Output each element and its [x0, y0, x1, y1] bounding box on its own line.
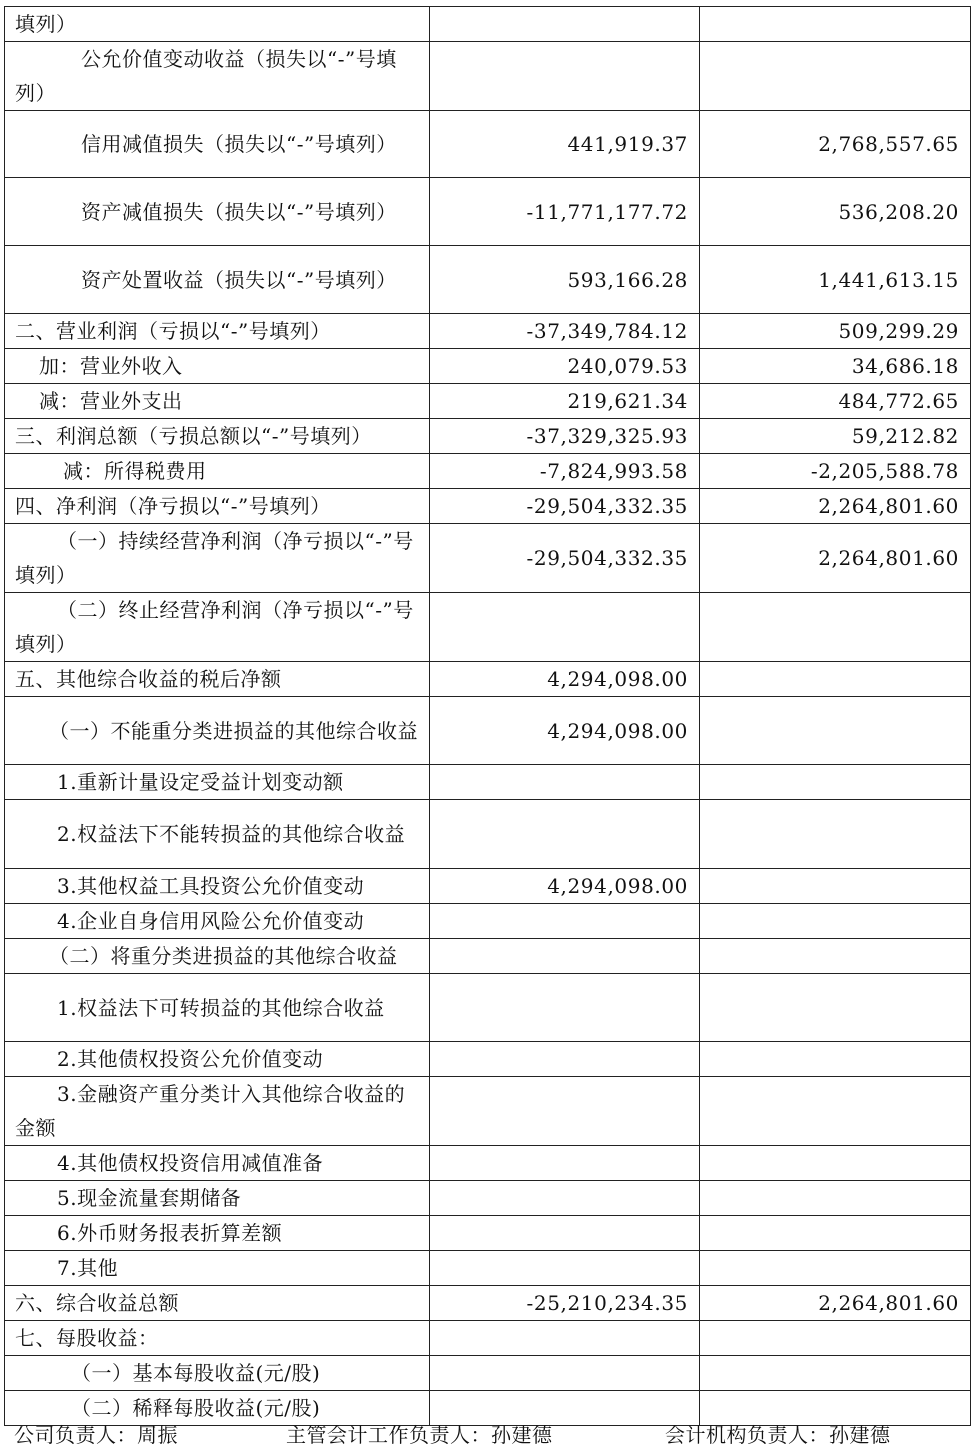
- table-row: [5, 765, 971, 800]
- prior-period-value: [700, 1181, 971, 1216]
- prior-period-value: [700, 974, 971, 1042]
- row-label: 公允价值变动收益（损失以“-”号填列）: [5, 42, 430, 111]
- prior-period-value: 2,264,801.60: [700, 1286, 971, 1321]
- row-label: 资产减值损失（损失以“-”号填列）: [5, 178, 430, 246]
- row-label: 填列）: [5, 7, 430, 42]
- row-label: （二）终止经营净利润（净亏损以“-”号填列）: [5, 593, 430, 662]
- prior-period-value: -2,205,588.78: [700, 454, 971, 489]
- row-label: 1.权益法下可转损益的其他综合收益: [5, 974, 430, 1042]
- current-period-value: [430, 593, 700, 662]
- prior-period-value: [700, 1146, 971, 1181]
- current-period-value: [430, 765, 700, 800]
- accounting-head-signature: 主管会计工作负责人：孙建德: [286, 1423, 553, 1447]
- table-row: [5, 662, 971, 697]
- current-period-value: 219,621.34: [430, 384, 700, 419]
- table-row: [5, 489, 971, 524]
- current-period-value: -7,824,993.58: [430, 454, 700, 489]
- signature-line: [0, 1418, 978, 1452]
- accounting-agency-head-signature: 会计机构负责人：孙建德: [665, 1423, 891, 1447]
- row-label: 2.权益法下不能转损益的其他综合收益: [5, 800, 430, 869]
- row-label: 六、综合收益总额: [5, 1286, 430, 1321]
- prior-period-value: [700, 800, 971, 869]
- row-label: 减：所得税费用: [5, 454, 430, 489]
- table-row: [5, 1321, 971, 1356]
- current-period-value: [430, 1181, 700, 1216]
- row-label: 资产处置收益（损失以“-”号填列）: [5, 246, 430, 314]
- row-label: （二）将重分类进损益的其他综合收益: [5, 939, 430, 974]
- prior-period-value: 2,264,801.60: [700, 489, 971, 524]
- current-period-value: [430, 1042, 700, 1077]
- row-label: （一）基本每股收益(元/股): [5, 1356, 430, 1391]
- prior-period-value: 2,264,801.60: [700, 524, 971, 593]
- row-label: 3.其他权益工具投资公允价值变动: [5, 869, 430, 904]
- table-row: [5, 904, 971, 939]
- prior-period-value: [700, 765, 971, 800]
- table-row: [5, 800, 971, 869]
- table-row: [5, 974, 971, 1042]
- current-period-value: [430, 1356, 700, 1391]
- row-label: 7.其他: [5, 1251, 430, 1286]
- prior-period-value: [700, 1077, 971, 1146]
- row-label: （一）持续经营净利润（净亏损以“-”号填列）: [5, 524, 430, 593]
- prior-period-value: 509,299.29: [700, 314, 971, 349]
- table-row: [5, 246, 971, 314]
- prior-period-value: [700, 1321, 971, 1356]
- company-head-signature: 公司负责人：周振: [14, 1423, 178, 1447]
- row-label: 二、营业利润（亏损以“-”号填列）: [5, 314, 430, 349]
- current-period-value: 4,294,098.00: [430, 662, 700, 697]
- current-period-value: -37,349,784.12: [430, 314, 700, 349]
- prior-period-value: [700, 593, 971, 662]
- table-row: [5, 111, 971, 178]
- table-row: [5, 454, 971, 489]
- prior-period-value: 59,212.82: [700, 419, 971, 454]
- current-period-value: 4,294,098.00: [430, 697, 700, 765]
- row-label: 3.金融资产重分类计入其他综合收益的金额: [5, 1077, 430, 1146]
- table-row: [5, 314, 971, 349]
- row-label: 信用减值损失（损失以“-”号填列）: [5, 111, 430, 178]
- prior-period-value: [700, 1216, 971, 1251]
- table-row: [5, 1042, 971, 1077]
- row-label: 减：营业外支出: [5, 384, 430, 419]
- prior-period-value: 34,686.18: [700, 349, 971, 384]
- prior-period-value: 1,441,613.15: [700, 246, 971, 314]
- current-period-value: [430, 7, 700, 42]
- row-label: 七、每股收益：: [5, 1321, 430, 1356]
- current-period-value: [430, 1216, 700, 1251]
- table-row: [5, 1216, 971, 1251]
- table-row: [5, 1181, 971, 1216]
- row-label: 4.其他债权投资信用减值准备: [5, 1146, 430, 1181]
- current-period-value: [430, 800, 700, 869]
- prior-period-value: [700, 1042, 971, 1077]
- prior-period-value: [700, 869, 971, 904]
- current-period-value: [430, 1077, 700, 1146]
- prior-period-value: [700, 697, 971, 765]
- table-row: [5, 7, 971, 42]
- income-statement-table: [4, 6, 971, 1426]
- prior-period-value: [700, 939, 971, 974]
- table-row: [5, 42, 971, 111]
- current-period-value: 441,919.37: [430, 111, 700, 178]
- table-row: [5, 593, 971, 662]
- current-period-value: -11,771,177.72: [430, 178, 700, 246]
- current-period-value: -37,329,325.93: [430, 419, 700, 454]
- current-period-value: [430, 974, 700, 1042]
- table-row: [5, 1251, 971, 1286]
- row-label: （一）不能重分类进损益的其他综合收益: [5, 697, 430, 765]
- current-period-value: [430, 904, 700, 939]
- current-period-value: 240,079.53: [430, 349, 700, 384]
- prior-period-value: [700, 7, 971, 42]
- prior-period-value: 2,768,557.65: [700, 111, 971, 178]
- row-label: 三、利润总额（亏损总额以“-”号填列）: [5, 419, 430, 454]
- current-period-value: [430, 939, 700, 974]
- current-period-value: -25,210,234.35: [430, 1286, 700, 1321]
- current-period-value: 4,294,098.00: [430, 869, 700, 904]
- table-row: [5, 349, 971, 384]
- table-row: [5, 869, 971, 904]
- table-row: [5, 384, 971, 419]
- table-row: [5, 1286, 971, 1321]
- table-row: [5, 697, 971, 765]
- row-label: 6.外币财务报表折算差额: [5, 1216, 430, 1251]
- row-label: （二）稀释每股收益(元/股): [5, 1391, 430, 1426]
- current-period-value: [430, 1321, 700, 1356]
- prior-period-value: [700, 1356, 971, 1391]
- table-row: [5, 1077, 971, 1146]
- current-period-value: [430, 42, 700, 111]
- prior-period-value: [700, 42, 971, 111]
- table-row: [5, 524, 971, 593]
- table-row: [5, 419, 971, 454]
- table-row: [5, 1146, 971, 1181]
- row-label: 1.重新计量设定受益计划变动额: [5, 765, 430, 800]
- current-period-value: -29,504,332.35: [430, 524, 700, 593]
- prior-period-value: 484,772.65: [700, 384, 971, 419]
- current-period-value: -29,504,332.35: [430, 489, 700, 524]
- current-period-value: [430, 1146, 700, 1181]
- row-label: 四、净利润（净亏损以“-”号填列）: [5, 489, 430, 524]
- table-row: [5, 1356, 971, 1391]
- prior-period-value: [700, 662, 971, 697]
- row-label: 4.企业自身信用风险公允价值变动: [5, 904, 430, 939]
- current-period-value: 593,166.28: [430, 246, 700, 314]
- row-label: 加：营业外收入: [5, 349, 430, 384]
- table-row: [5, 178, 971, 246]
- prior-period-value: [700, 904, 971, 939]
- row-label: 五、其他综合收益的税后净额: [5, 662, 430, 697]
- prior-period-value: 536,208.20: [700, 178, 971, 246]
- row-label: 5.现金流量套期储备: [5, 1181, 430, 1216]
- prior-period-value: [700, 1251, 971, 1286]
- current-period-value: [430, 1251, 700, 1286]
- row-label: 2.其他债权投资公允价值变动: [5, 1042, 430, 1077]
- table-row: [5, 939, 971, 974]
